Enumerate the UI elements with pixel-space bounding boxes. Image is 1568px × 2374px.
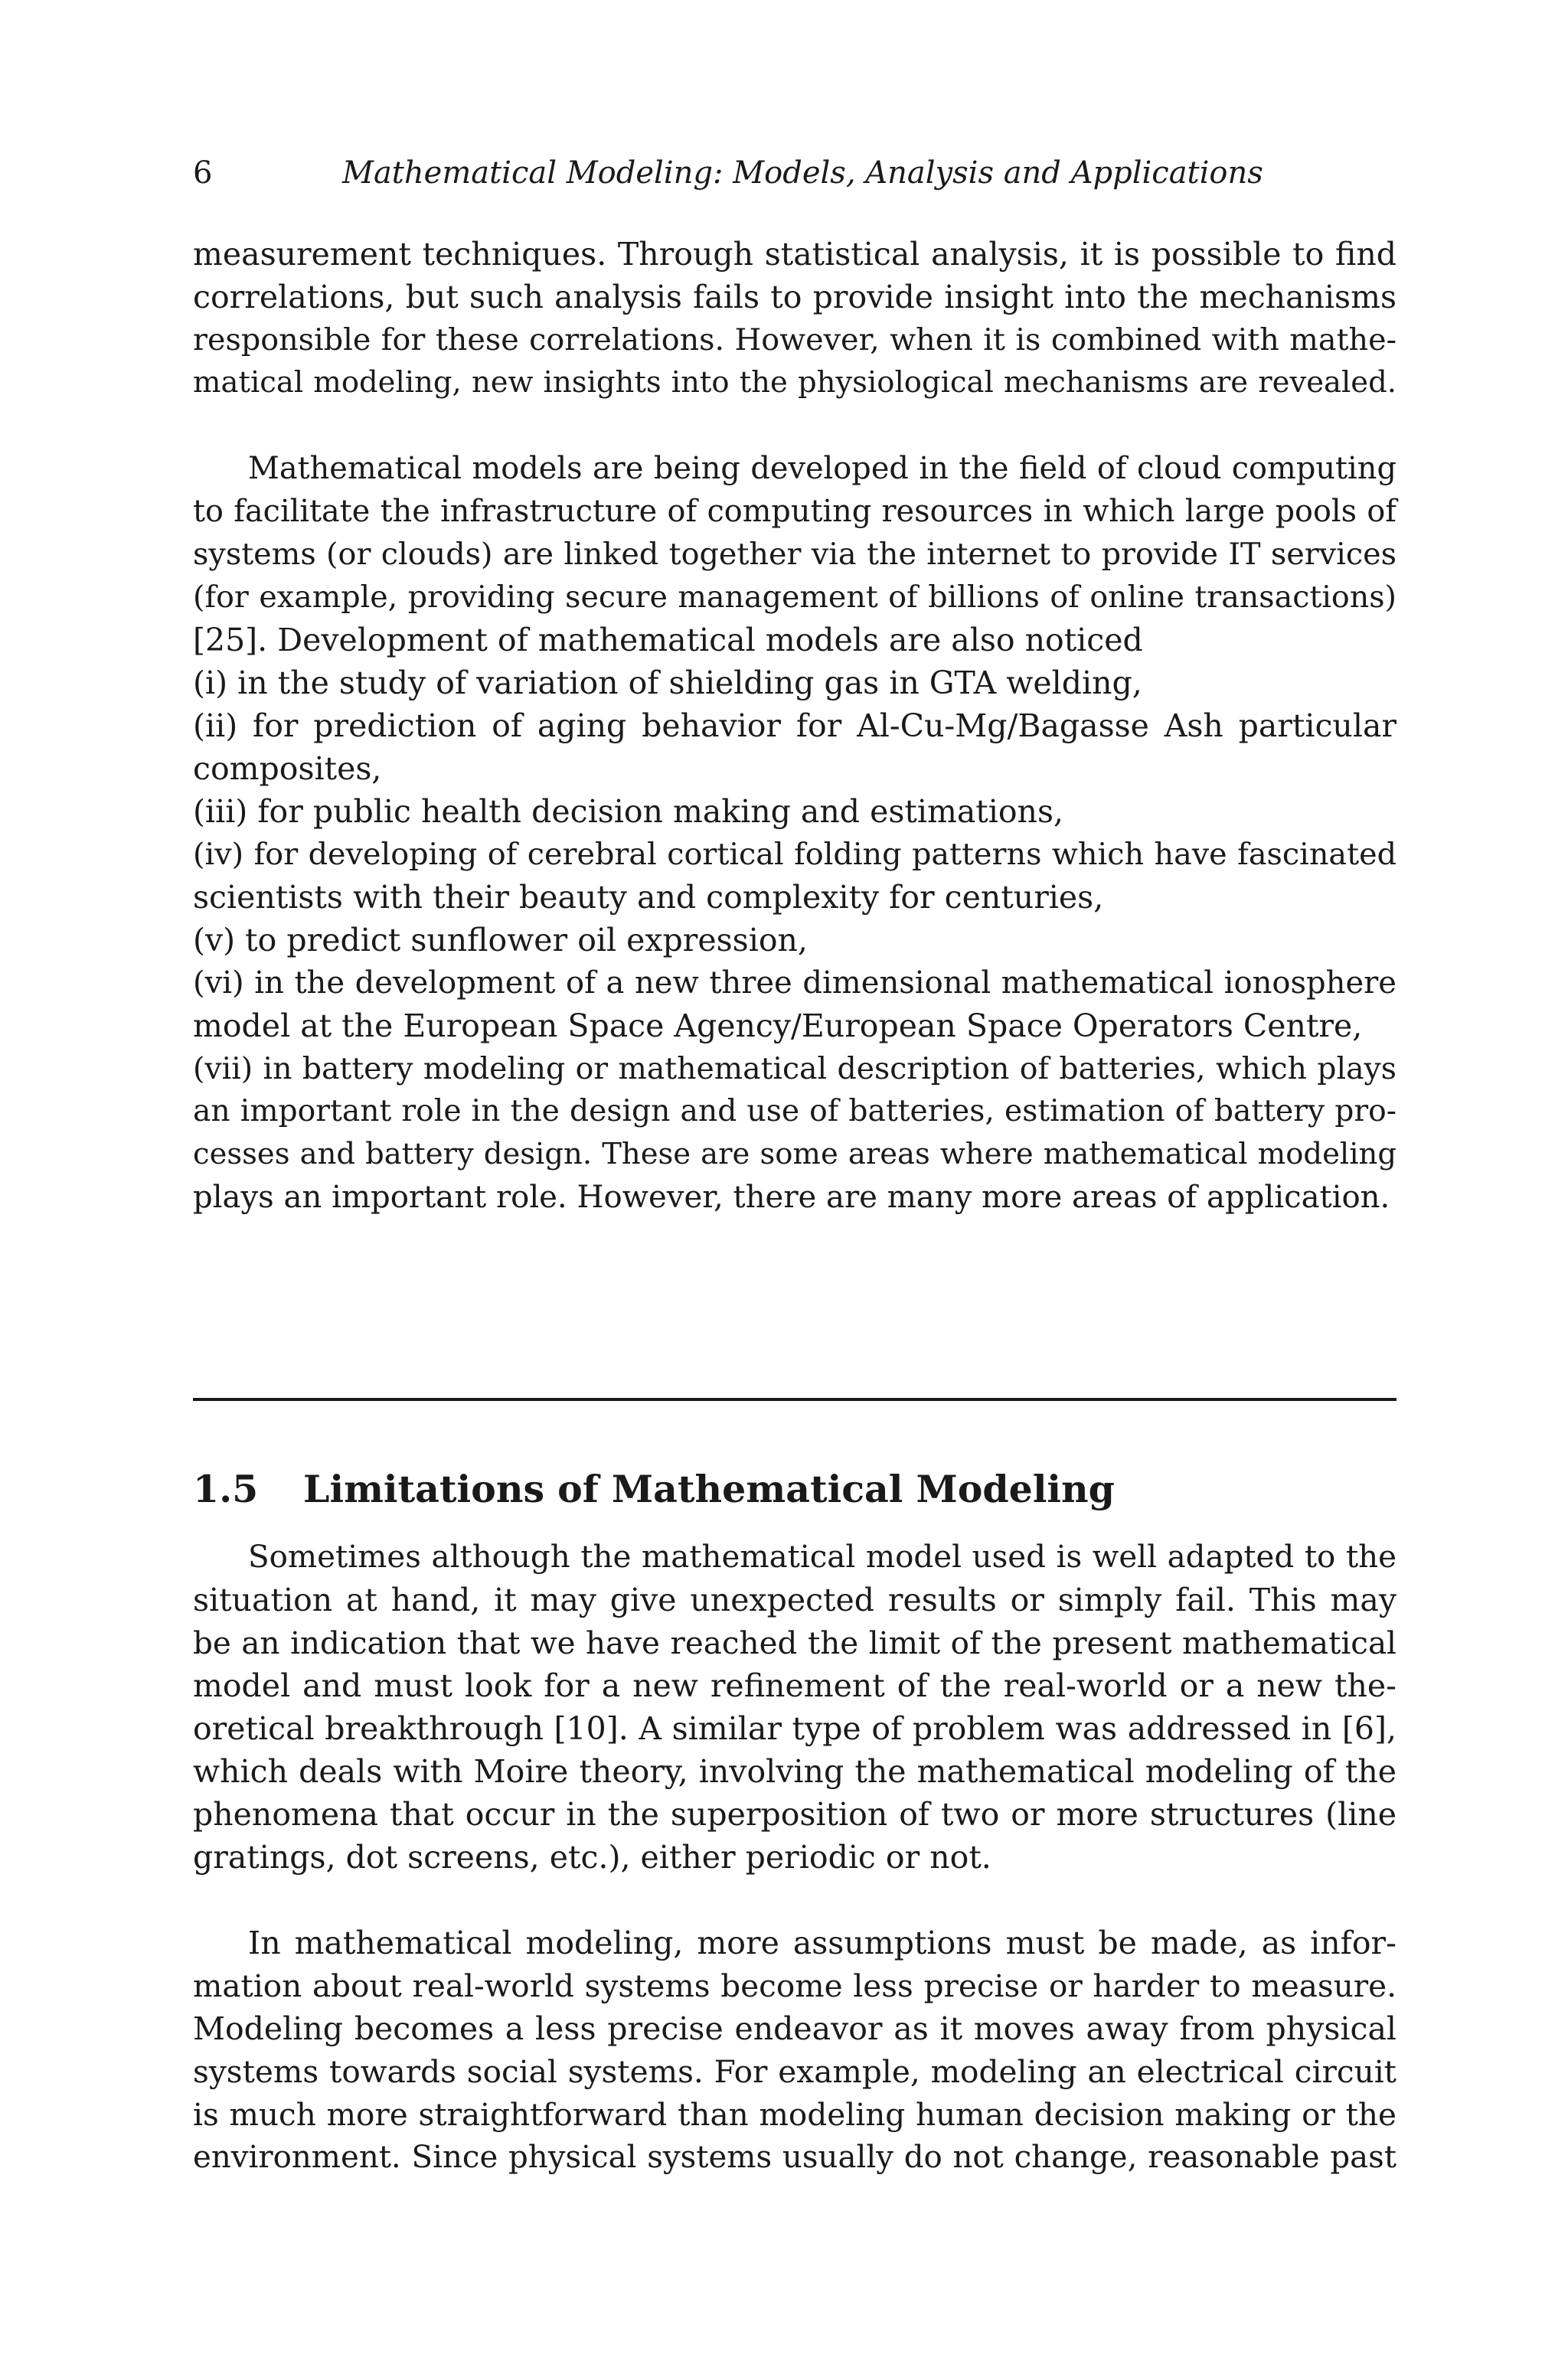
text-line: In mathematical modeling, more assumptions must be made, as infor- (248, 1925, 1396, 1961)
paragraph-limitations (193, 1536, 1396, 1879)
text-line: environment. Since physical systems usually do not change, reasonable past (193, 2140, 1396, 2175)
paragraph-continuation (193, 233, 1396, 404)
page-number: 6 (193, 155, 213, 191)
text-line: mation about real-world systems become less precise or harder to measure. (193, 1967, 1396, 2004)
paragraph-applications (193, 447, 1396, 1219)
text-line: gratings, dot screens, etc.), either periodic or not. (193, 1839, 991, 1876)
text-line: correlations, but such analysis fails to provide insight into the mechanisms (193, 279, 1396, 315)
text-line: measurement techniques. Through statistical analysis, it is possible to find (193, 236, 1396, 273)
text-line: matical modeling, new insights into the physiological mechanisms are revealed. (193, 365, 1396, 400)
list-item: (vii) in battery modeling or mathematical description of batteries, which plays (193, 1051, 1396, 1086)
text-line: plays an important role. However, there are many more areas of application. (193, 1180, 1390, 1215)
text-line: an important role in the design and use of batteries, estimation of battery pro- (193, 1094, 1396, 1128)
text-line: Modeling becomes a less precise endeavor as it moves away from physical (193, 2010, 1396, 2047)
text-line: (for example, providing secure management of billions of online transactions) (193, 580, 1396, 615)
running-title: Mathematical Modeling: Models, Analysis and Applications (342, 155, 1263, 191)
list-item: (ii) for prediction of aging behavior for Al-Cu-Mg/Bagasse Ash particular (193, 707, 1396, 744)
text-line: composites, (193, 750, 382, 787)
text-line: systems (or clouds) are linked together via the internet to provide IT services (193, 537, 1396, 572)
list-item: (i) in the study of variation of shielding gas in GTA welding, (193, 665, 1142, 701)
text-line: cesses and battery design. These are some areas where mathematical modeling (193, 1137, 1396, 1171)
running-head (193, 150, 1396, 196)
list-item: (v) to predict sunflower oil expression, (193, 922, 808, 958)
list-item: (iv) for developing of cerebral cortical folding patterns which have fascinated (193, 837, 1396, 872)
text-line: to facilitate the infrastructure of computing resources in which large pools of (193, 494, 1396, 529)
text-line: responsible for these correlations. However, when it is combined with mathe- (193, 322, 1396, 358)
text-line: be an indication that we have reached the limit of the present mathematical (193, 1625, 1396, 1661)
text-line: systems towards social systems. For example, modeling an electrical circuit (193, 2053, 1396, 2090)
book-page (193, 0, 1396, 2374)
section-number: 1.5 (193, 1467, 259, 1511)
text-line: situation at hand, it may give unexpected results or simply fail. This may (193, 1582, 1396, 1618)
text-line: Sometimes although the mathematical model used is well adapted to the (248, 1539, 1396, 1575)
text-line: which deals with Moire theory, involving the mathematical modeling of the (193, 1753, 1396, 1790)
section-title: Limitations of Mathematical Modeling (303, 1467, 1115, 1511)
section-heading (193, 1462, 1396, 1516)
text-line: Mathematical models are being developed in the field of cloud computing (248, 451, 1396, 486)
text-line: oretical breakthrough [10]. A similar type of problem was addressed in [6], (193, 1710, 1396, 1747)
text-line: is much more straightforward than modeling human decision making or the (193, 2096, 1396, 2133)
text-line: scientists with their beauty and complexity for centuries, (193, 879, 1104, 916)
text-line: phenomena that occur in the superposition of two or more structures (line (193, 1796, 1396, 1833)
text-line: model and must look for a new refinement of the real-world or a new the- (193, 1667, 1396, 1704)
list-item: (vi) in the development of a new three dimensional mathematical ionosphere (193, 965, 1396, 1001)
text-line: model at the European Space Agency/European Space Operators Centre, (193, 1007, 1363, 1044)
text-line: [25]. Development of mathematical models are also noticed (193, 622, 1143, 658)
list-item: (iii) for public health decision making and estimations, (193, 793, 1064, 830)
section-divider (193, 1398, 1396, 1401)
paragraph-assumptions (193, 1922, 1396, 2179)
